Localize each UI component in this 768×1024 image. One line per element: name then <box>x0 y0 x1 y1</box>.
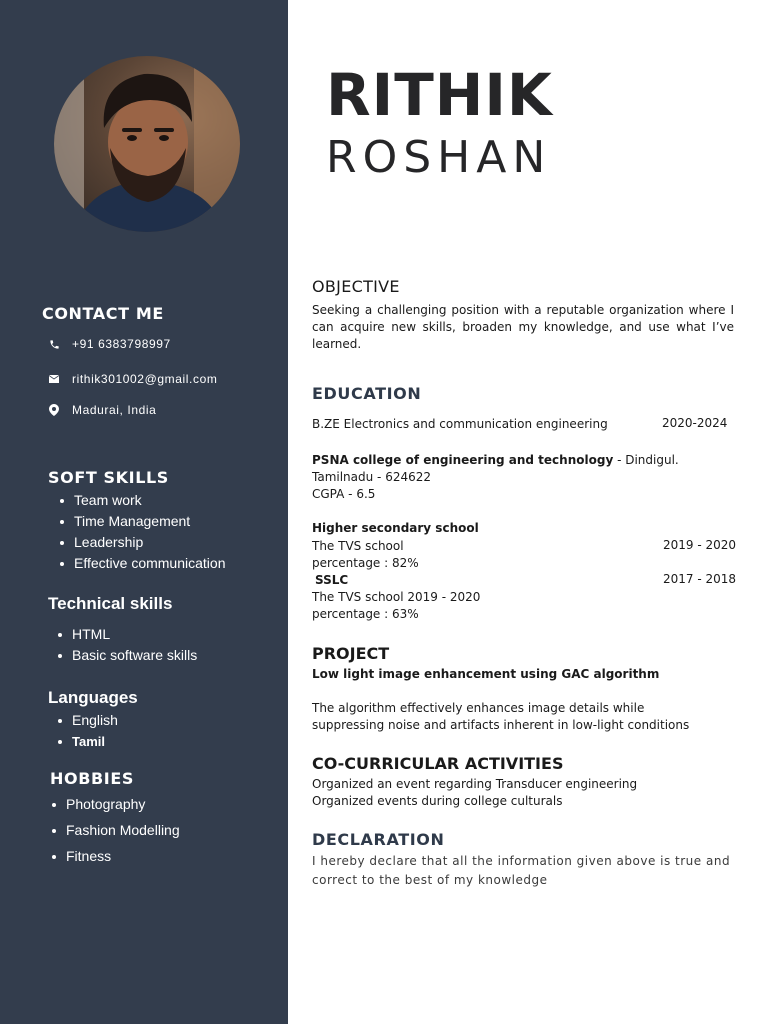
list-item: Photography <box>52 794 180 820</box>
sslc-percentage: percentage : 63% <box>312 607 419 621</box>
college-address: Tamilnadu - 624622 <box>312 470 432 484</box>
email-text[interactable]: rithik301002@gmail.com <box>72 372 218 386</box>
list-item: English <box>58 710 118 731</box>
project-desc-line2: suppressing noise and artifacts inherent in low-light conditions <box>312 718 690 732</box>
college-name: PSNA college of engineering and technology <box>312 453 614 467</box>
technical-skills-list <box>58 624 197 666</box>
list-item: Tamil <box>58 731 118 752</box>
phone-text[interactable]: +91 6383798997 <box>72 337 171 351</box>
college-location: - Dindigul. <box>613 453 679 467</box>
list-item: Time Management <box>60 511 225 532</box>
technical-skills-heading: Technical skills <box>48 594 173 613</box>
languages-list <box>58 710 118 752</box>
languages-heading: Languages <box>48 688 138 707</box>
degree-text: B.ZE Electronics and communication engineering <box>312 417 608 431</box>
hsc-percentage: percentage : 82% <box>312 556 419 570</box>
hobbies-list <box>52 794 180 872</box>
cocurricular-line2: Organized events during college culturals <box>312 794 563 808</box>
first-name: RITHIK <box>326 61 553 129</box>
list-item: Leadership <box>60 532 225 553</box>
project-heading: PROJECT <box>312 644 390 663</box>
cocurricular-line1: Organized an event regarding Transducer engineering <box>312 777 638 791</box>
phone-icon <box>48 338 60 350</box>
college-cgpa: CGPA - 6.5 <box>312 487 376 501</box>
sslc-heading: SSLC <box>315 573 349 587</box>
last-name: ROSHAN <box>326 132 552 183</box>
objective-text: Seeking a challenging position with a reputable organization where I can acquire new skills, broaden my knowledge, and use what I’ve learned. <box>312 303 734 351</box>
sslc-school: The TVS school 2019 - 2020 <box>312 590 481 604</box>
soft-skills-list <box>60 490 225 574</box>
degree-years: 2020-2024 <box>662 416 728 430</box>
list-item: Basic software skills <box>58 645 197 666</box>
objective-heading: OBJECTIVE <box>312 277 400 296</box>
profile-photo <box>54 56 240 232</box>
contact-phone <box>48 337 171 351</box>
contact-heading: CONTACT ME <box>42 304 164 323</box>
list-item: HTML <box>58 624 197 645</box>
list-item: Fitness <box>52 846 180 872</box>
declaration-heading: DECLARATION <box>312 830 445 849</box>
list-item: Effective communication <box>60 553 225 574</box>
location-pin-icon <box>48 404 60 416</box>
envelope-icon <box>48 373 60 385</box>
hsc-heading: Higher secondary school <box>312 521 479 535</box>
declaration-text: I hereby declare that all the information given above is true and correct to the best of my knowledge <box>312 854 731 887</box>
location-text: Madurai, India <box>72 403 157 417</box>
hsc-years: 2019 - 2020 <box>663 538 737 552</box>
college-line <box>312 452 679 469</box>
list-item: Fashion Modelling <box>52 820 180 846</box>
list-item: Team work <box>60 490 225 511</box>
contact-location <box>48 403 156 417</box>
soft-skills-heading: SOFT SKILLS <box>48 468 169 487</box>
sslc-years: 2017 - 2018 <box>663 572 737 586</box>
hobbies-heading: HOBBIES <box>50 769 134 788</box>
project-desc-line1: The algorithm effectively enhances image details while <box>312 701 645 715</box>
project-title: Low light image enhancement using GAC algorithm <box>312 667 660 681</box>
cocurricular-heading: CO-CURRICULAR ACTIVITIES <box>312 754 564 773</box>
sidebar <box>0 0 288 1024</box>
hsc-school: The TVS school <box>312 539 404 553</box>
education-heading: EDUCATION <box>312 384 422 403</box>
contact-email <box>48 372 217 386</box>
